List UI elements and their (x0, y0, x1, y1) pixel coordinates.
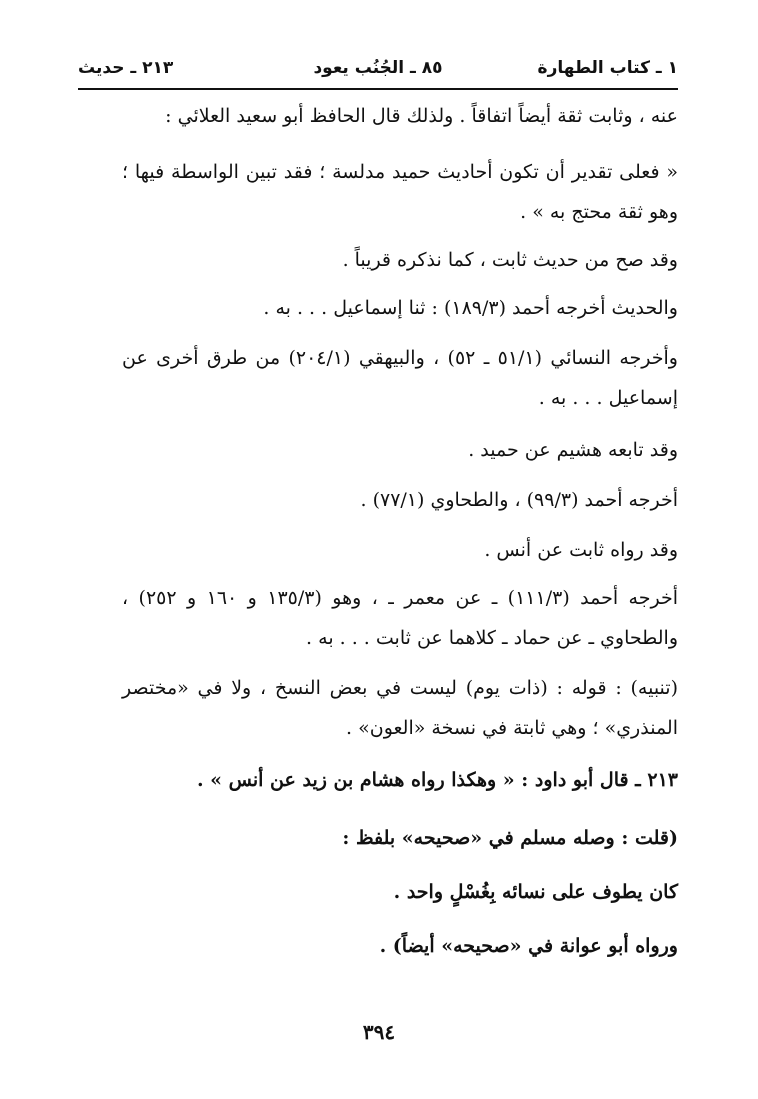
note-muslim: (قلت : وصله مسلم في «صحيحه» بلفظ : (342, 827, 678, 849)
paragraph-6: وقد تابعه هشيم عن حميد . (468, 439, 678, 461)
hadith-213: ٢١٣ ـ قال أبو داود : « وهكذا رواه هشام بن زيد عن أنس » . (196, 769, 678, 791)
paragraph-7: أخرجه أحمد (٩٩/٣) ، والطحاوي (٧٧/١) . (360, 489, 678, 511)
paragraph-9: أخرجه أحمد (١١١/٣) ـ عن معمر ـ ، وهو (١٣٥/٣ و ١٦٠ و ٢٥٢) ، والطحاوي ـ عن حماد ـ كلاهما عن ثابت . . . به . (122, 587, 678, 649)
paragraph-8: وقد رواه ثابت عن أنس . (484, 539, 678, 561)
header-section: ٨٥ ـ الجُنُب يعود (313, 58, 443, 78)
page-number: ٣٩٤ (362, 1020, 396, 1044)
header-chapter: ١ ـ كتاب الطهارة (537, 58, 678, 78)
running-header (78, 54, 678, 86)
header-divider (78, 88, 678, 90)
paragraph-4: والحديث أخرجه أحمد (١٨٩/٣) : ثنا إسماعيل . . . به . (263, 297, 678, 319)
paragraph-5: وأخرجه النسائي (٥١/١ ـ ٥٢) ، والبيهقي (٢٠٤/١) من طرق أخرى عن إسماعيل . . . به . (122, 347, 678, 409)
paragraph-2: « فعلى تقدير أن تكون أحاديث حميد مدلسة ؛ فقد تبين الواسطة فيها ؛ وهو ثقة محتج به » . (122, 161, 678, 223)
hadith-text: كان يطوف على نسائه بِغُسْلٍ واحد . (393, 881, 678, 903)
paragraph-1: عنه ، وثابت ثقة أيضاً اتفاقاً . ولذلك قال الحافظ أبو سعيد العلائي : (165, 105, 678, 127)
paragraph-3: وقد صح من حديث ثابت ، كما نذكره قريباً . (342, 249, 678, 271)
note-abu-awana: ورواه أبو عوانة في «صحيحه» أيضاً) . (379, 935, 678, 957)
paragraph-10: (تنبيه) : قوله : (ذات يوم) ليست في بعض النسخ ، ولا في «مختصر المنذري» ؛ وهي ثابتة في نسخة «العون» . (122, 677, 678, 739)
header-hadith-number: ٢١٣ ـ حديث (78, 58, 174, 78)
